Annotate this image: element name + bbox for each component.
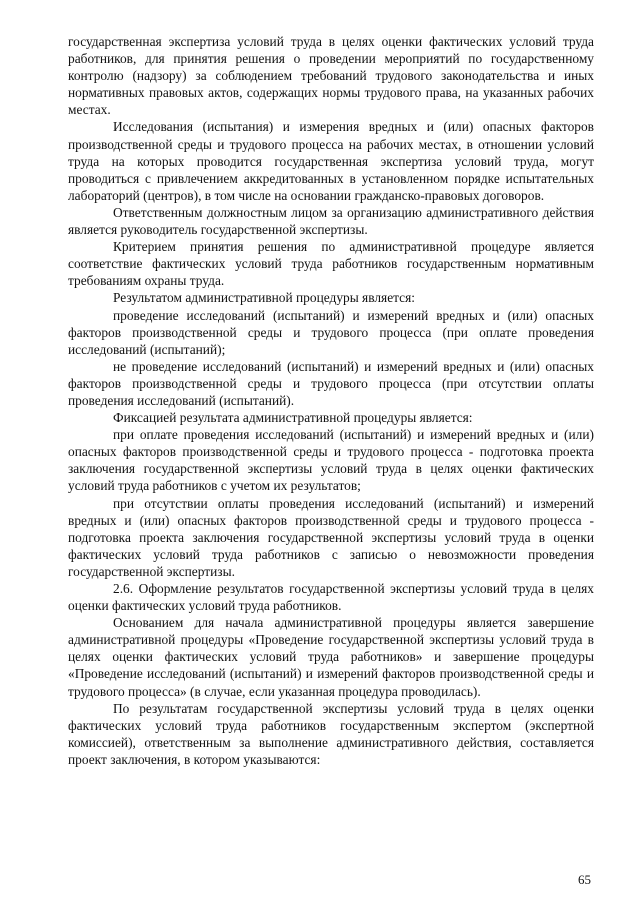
paragraph-result-option-2: не проведение исследований (испытаний) и измерений вредных и (или) опасных факторов производственной среды и трудового процесса (при отсутствии оплаты проведения исследований (испытаний). xyxy=(68,358,594,408)
paragraph-continuation: государственная экспертиза условий труда в целях оценки фактических условий труда работников, для принятия решения о проведении мероприятий по государственному контролю (надзору) за соблюдением требований трудового законодательства и иных нормативных правовых актов, содержащих нормы трудового права, на указанных рабочих местах. xyxy=(68,34,594,118)
paragraph-decision-criterion: Критерием принятия решения по административной процедуре является соответствие фактических условий труда работников государственным нормативным требованиям охраны труда. xyxy=(68,239,594,289)
paragraph-result-option-1: проведение исследований (испытаний) и измерений вредных и (или) опасных факторов производственной среды и трудового процесса (при оплате проведения исследований (испытаний); xyxy=(68,307,594,357)
paragraph-fixation-intro: Фиксацией результата административной процедуры является: xyxy=(113,410,473,426)
paragraph-fixation-option-2: при отсутствии оплаты проведения исследований (испытаний) и измерений вредных и (или) опасных факторов производственной среды и трудового процесса - подготовка проекта заключения государственной экспертизы условий труда в оценки фактических условий труда работников с записью о невозможности проведения государственной экспертизы. xyxy=(68,495,594,579)
paragraph-fixation-option-1: при оплате проведения исследований (испытаний) и измерений вредных и (или) опасных факторов производственной среды и трудового процесса - подготовка проекта заключения государственной экспертизы условий труда в целях оценки фактических условий труда работников с учетом их результатов; xyxy=(68,427,594,494)
paragraph-responsible-official: Ответственным должностным лицом за организацию административного действия является руководитель государственной экспертизы. xyxy=(68,204,594,238)
section-heading-2-6: 2.6. Оформление результатов государственной экспертизы условий труда в целях оценки фактических условий труда работников. xyxy=(68,581,594,614)
paragraph-conclusion-draft: По результатам государственной экспертизы условий труда в целях оценки фактических условий труда работников государственным экспертом (экспертной комиссией), ответственным за выполнение административного действия, составляется проект заключения, в котором указываются: xyxy=(68,700,594,767)
body-text xyxy=(68,33,594,768)
paragraph-result-intro: Результатом административной процедуры является: xyxy=(113,290,415,306)
page-number: 65 xyxy=(578,872,591,887)
paragraph-research: Исследования (испытания) и измерения вредных и (или) опасных факторов производственной среды и трудового процесса на рабочих местах, в отношении условий труда на которых проводится государственная экспертиза условий труда, могут проводиться с привлечением аккредитованных в установленном порядке испытательных лабораторий (центров), в том числе на основании гражданско-правовых договоров. xyxy=(68,119,594,203)
paragraph-basis: Основанием для начала административной процедуры является завершение административной процедуры «Проведение государственной экспертизы условий труда в целях оценки фактических условий труда работников» и завершение процедуры «Проведение исследований (испытаний) и измерений факторов производственной среды и трудового процесса» (в случае, если указанная процедура проводилась). xyxy=(68,615,594,699)
